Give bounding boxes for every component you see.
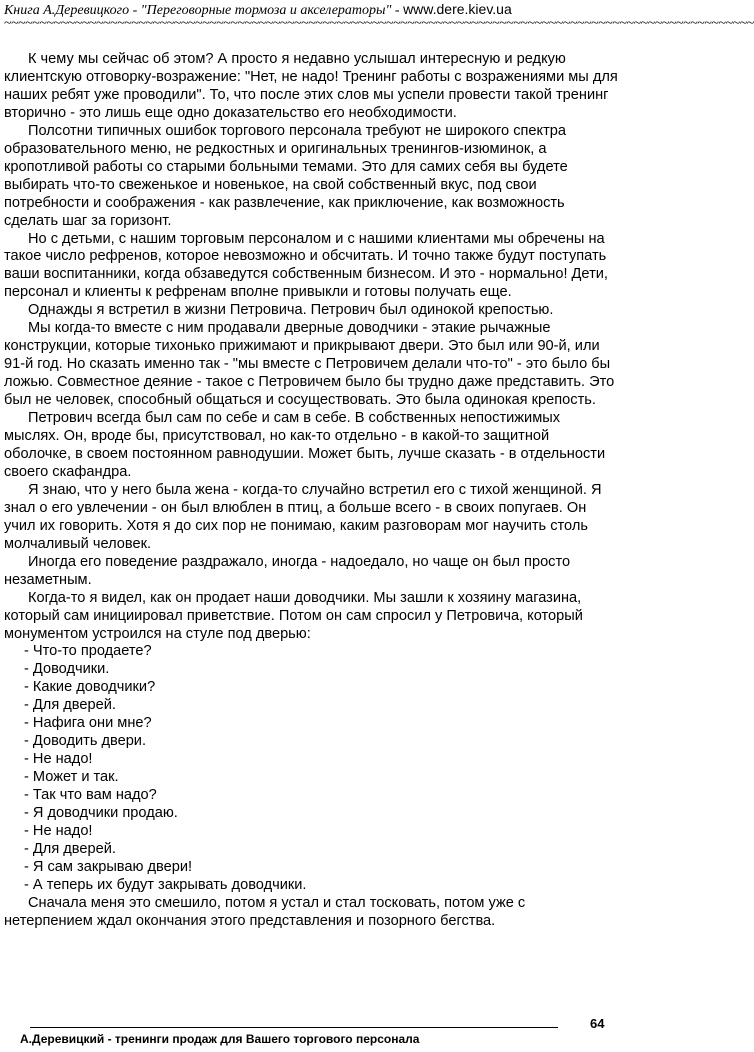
dialogue-line: - Не надо! <box>24 751 93 768</box>
dialogue-line: - Я доводчики продаю. <box>24 805 178 822</box>
page-body <box>4 51 618 931</box>
dialogue-line: - Для дверей. <box>24 840 116 857</box>
book-title: Книга А.Деревицкого - "Переговорные тормоза и акселераторы" - <box>4 3 404 18</box>
paragraph: Но с детьми, с нашим торговым персоналом и с нашими клиентами мы обречены на такое число рефренов, которое невозможно и обсчитать. И точно также будут поступать ваши воспитанники, когда обзаведутся собственным бизнесом. И это - нормально! Дети, персонал и клиенты к рефренам вполне привыкли и готовы получать еще. <box>4 230 608 301</box>
paragraph: Иногда его поведение раздражало, иногда - надоедало, но чаще он был просто незаметным. <box>4 553 571 588</box>
dialogue-line: - Для дверей. <box>24 697 116 714</box>
page-number: 64 <box>590 1016 605 1031</box>
dialogue-line: - Я сам закрываю двери! <box>24 858 193 875</box>
paragraph: Я знаю, что у него была жена - когда-то случайно встретил его с тихой женщиной. Я знал о его увлечении - он был влюблен в птиц, а больше всего - в своих попугаев. Он учил их говорить. Хотя я до сих пор не понимаю, каким разговорам мог научить столь молчаливый человек. <box>4 481 602 552</box>
dialogue-line: - Доводить двери. <box>24 733 147 750</box>
dialogue-line: - Так что вам надо? <box>24 787 157 804</box>
paragraph: Однажды я встретил в жизни Петровича. Петрович был одинокой крепостью. <box>28 302 554 319</box>
dialogue-line: - Может и так. <box>24 769 119 786</box>
dialogue-line: - А теперь их будут закрывать доводчики. <box>24 876 307 893</box>
dialogue-line: - Какие доводчики? <box>24 679 156 696</box>
paragraph: Когда-то я видел, как он продает наши доводчики. Мы зашли к хозяину магазина, который сам инициировал приветствие. Потом он сам спросил у Петровича, который монументом устроился на стуле под дверью: <box>4 589 583 642</box>
dialogue-line: - Нафига они мне? <box>24 715 152 732</box>
dialogue-line: - Что-то продаете? <box>24 643 152 660</box>
website-link[interactable]: www.dere.kiev.ua <box>403 1 512 17</box>
dialogue-line: - Не надо! <box>24 822 93 839</box>
closing-paragraph: Сначала меня это смешило, потом я устал и стал тосковать, потом уже с нетерпением ждал окончания этого представления и позорного бегства. <box>4 894 526 929</box>
footer-text: А.Деревицкий - тренинги продаж для Вашего торгового персонала <box>20 1032 420 1046</box>
paragraph: К чему мы сейчас об этом? А просто я недавно услышал интересную и редкую клиентскую отговорку-возражение: "Нет, не надо! Тренинг работы с возражениями мы для наших ребят уже проводили". То, что после этих слов мы успели провести такой тренинг вторично - это лишь еще одно доказательство его необходимости. <box>4 51 618 121</box>
paragraph: Петрович всегда был сам по себе и сам в себе. В собственных непостижимых мыслях. Он, вроде бы, присутствовал, но как-то отдельно - в какой-то защитной оболочке, в своем постоянном равнодушии. Может быть, лучше сказать - в отдельности своего скафандра. <box>4 410 606 480</box>
paragraph: Мы когда-то вместе с ним продавали дверные доводчики - этакие рычажные конструкции, которые тихонько прижимают и прикрывают двери. Это был или 90-й, или 91-й год. Но сказать именно так - "мы вместе с Петровичем делали что-то" - это было бы ложью. Совместное деяние - такое с Петровичем было бы трудно даже представить. Это был не человек, способный общаться и сосуществовать. Это была одинокая крепость. <box>4 320 615 409</box>
footer-divider <box>30 1027 558 1028</box>
paragraph: Полсотни типичных ошибок торгового персонала требуют не широкого спектра образовательного меню, не редкостных и оригинальных тренингов-изюминок, а кропотливой работы со старыми больными темами. Это для самих себя вы будете выбирать что-то свеженькое и новенькое, на свой собственный вкус, под свои потребности и соображения - как развлечение, как приключение, как возможность сделать шаг за горизонт. <box>4 122 568 229</box>
header-divider: ~~~~~~~~~~~~~~~~~~~~~~~~~~~~~~~~~~~~~~~~~~~~~~~~~~~~~~~~~~~~~~~~~~~~~~~~~~~~~~~~~~~~~~~~~~~~~~~~~~~~~~~~~~ <box>4 16 754 31</box>
dialogue-line: - Доводчики. <box>24 661 110 678</box>
